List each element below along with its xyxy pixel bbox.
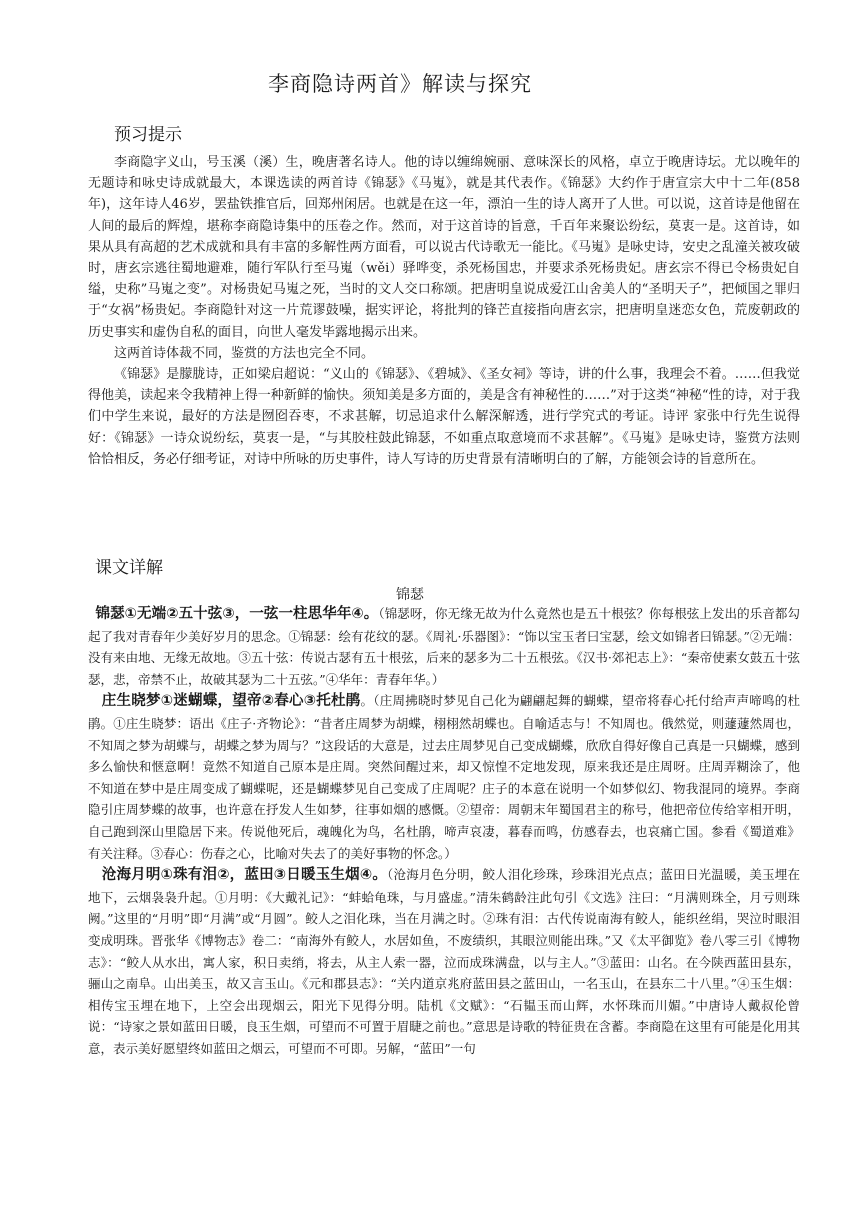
verse-block <box>88 864 800 1059</box>
intro-paragraph: 《锦瑟》是朦胧诗，正如梁启超说：“义山的《锦瑟》、《碧城》、《圣女祠》等诗，讲的什么事，我理会不着。……但我觉得他美，读起来令我精神上得一种新鲜的愉快。须知美是多方面的，美是含有神秘性的……”对于这类“神秘“性的诗，对于我们中学生来说，最好的方法是囫囵吞枣，不求甚解，切忌追求什么解深解透，进行学究式的考证。诗评 家张中行先生说得好：《锦瑟》一诗众说纷纭，莫衷一是，“与其胶柱鼓此锦瑟，不如重点取意境而不求甚解”。《马嵬》是咏史诗，鉴赏方法则恰恰相反，务必仔细考证，对诗中所咏的历史事件，诗人写诗的历史背景有清晰明白的了解，方能领会诗的旨意所在。 <box>88 367 800 467</box>
intro-body <box>88 152 800 470</box>
poem-title <box>0 584 860 604</box>
section-heading-detail: 课文详解 <box>95 558 163 578</box>
section-heading-preview: 预习提示 <box>114 125 182 145</box>
verse-note: （锦瑟呀，你无缘无故为什么竟然也是五十根弦？你每根弦上发出的乐音都勾起了我对青春年少美好岁月的思念。①锦瑟：绘有花纹的瑟。《周礼·乐器图》：“饰以宝玉者曰宝瑟，绘文如锦者曰锦瑟。”②无端：没有来由地、无缘无故地。③五十弦：传说古瑟有五十根弦，后来的瑟多为二十五根弦。《汉书·郊祀志上》：“秦帝使素女鼓五十弦瑟，悲，帝禁不止，故破其瑟为二十五弦。”④华年：青春年华。） <box>88 606 800 687</box>
document-title <box>0 68 860 98</box>
poem-notes <box>88 603 800 1059</box>
verse-line: 沧海月明①珠有泪②，蓝田③日暖玉生烟④。 <box>101 867 388 884</box>
poem-title-text: 锦瑟 <box>396 587 424 603</box>
verse-line: 锦瑟①无端②五十弦③，一弦一柱思华年④。 <box>95 606 379 622</box>
verse-note: 。（庄周拂晓时梦见自己化为翩翩起舞的蝴蝶，望帝将春心托付给声声啼鸣的杜鹃。①庄生晓梦：语出《庄子·齐物论》：“昔者庄周梦为胡蝶，栩栩然胡蝶也。自喻适志与！不知周也。俄然觉，则蘧蘧然周也，不知周之梦为胡蝶与，胡蝶之梦为周与？”这段话的大意是，过去庄周梦见自己变成蝴蝶，欣欣自得好像自己真是一只蝴蝶，感到多么愉快和惬意啊！竟然不知道自己原本是庄周。突然间醒过来，却又惊惶不定地发现，原来我还是庄周呀。庄周弄糊涂了，他不知道在梦中是庄周变成了蝴蝶呢，还是蝴蝶梦见自己变成了庄周呢？庄子的本意在说明一个如梦似幻、物我混同的境界。李商隐引庄周梦蝶的故事，也许意在抒发人生如梦，往事如烟的感慨。②望帝：周朝末年蜀国君主的称号，他把帝位传给宰相开明，自己跑到深山里隐居下来。传说他死后，魂魄化为鸟，名杜鹃，啼声哀凄，暮春而鸣，仿感春去，也哀痛亡国。参看《蜀道难》有关注释。③春心：伤春之心，比喻对失去了的美好事物的怀念。） <box>88 693 800 861</box>
verse-block <box>88 603 800 690</box>
intro-paragraph: 李商隐字义山，号玉溪（溪）生，晚唐著名诗人。他的诗以缠绵婉丽、意味深长的风格，卓立于晚唐诗坛。尤以晚年的无题诗和咏史诗成就最大，本课选读的两首诗《锦瑟》《马嵬》，就是其代表作。《锦瑟》大约作于唐宣宗大中十二年(858年)，这年诗人46岁，罢盐铁推官后，回郑州闲居。也就是在这一年，漂泊一生的诗人离开了人世。可以说，这首诗是他留在人间的最后的辉煌，堪称李商隐诗集中的压卷之作。然而，对于这首诗的旨意，千百年来聚讼纷纭，莫衷一是。这首诗，如果从具有高超的艺术成就和具有丰富的多解性两方面看，可以说古代诗歌无一能比。《马嵬》是咏史诗，安史之乱潼关被攻破时，唐玄宗逃往蜀地避难，随行军队行至马嵬（wěi）驿哗变，杀死杨国忠，并要求杀死杨贵妃。唐玄宗不得已令杨贵妃自缢，史称”马嵬之变”。对杨贵妃马嵬之死，当时的文人交口称颂。把唐明皇说成爱江山舍美人的“圣明天子”，把倾国之罪归于“女祸”杨贵妃。李商隐针对这一片荒谬鼓噪，据实评论，将批判的锋芒直接指向唐玄宗，把唐明皇迷恋女色，荒废朝政的历史事实和虚伪自私的面目，向世人毫发毕露地揭示出来。 <box>88 155 800 340</box>
verse-line: 庄生晓梦①迷蝴蝶，望帝②春心③托杜鹃 <box>101 693 361 710</box>
intro-paragraph: 这两首诗体裁不同，鉴赏的方法也完全不同。 <box>114 345 375 361</box>
verse-note: （沧海月色分明，鲛人泪化珍珠，珍珠泪光点点；蓝田日光温暖，美玉埋在地下，云烟袅袅升起。①月明：《大戴礼记》：“蚌蛤龟珠，与月盛虚。”清朱鹤龄注此句引《文选》注曰：“月满则珠全，月亏则珠阙。”这里的“月明”即“月满”或“月圆”。鲛人之泪化珠，当在月满之时。②珠有泪：古代传说南海有鲛人，能织丝绢，哭泣时眼泪变成明珠。晋张华《博物志》卷二：“南海外有鲛人，水居如鱼，不废绩织，其眼泣则能出珠。”又《太平御览》卷八零三引《博物志》：“鲛人从水出，寓人家，积日卖绡，将去，从主人索一器，泣而成珠满盘，以与主人。”③蓝田：山名。在今陕西蓝田县东，骊山之南阜。山出美玉，故又言玉山。《元和郡县志》：“关内道京兆府蓝田县之蓝田山，一名玉山，在县东二十八里。”④玉生烟：相传宝玉埋在地下，上空会出现烟云，阳光下见得分明。陆机《文赋》：“石韫玉而山辉，水怀珠而川媚。”中唐诗人戴叔伦曾说：“诗家之景如蓝田日暖，良玉生烟，可望而不可置于眉睫之前也。”意思是诗歌的特征贵在含蓄。李商隐在这里有可能是化用其意，表示美好愿望终如蓝田之烟云，可望而不可即。另解，“蓝田”一句 <box>88 867 800 1056</box>
verse-block <box>88 690 800 864</box>
document-title-text: 李商隐诗两首》解读与探究 <box>268 72 532 96</box>
